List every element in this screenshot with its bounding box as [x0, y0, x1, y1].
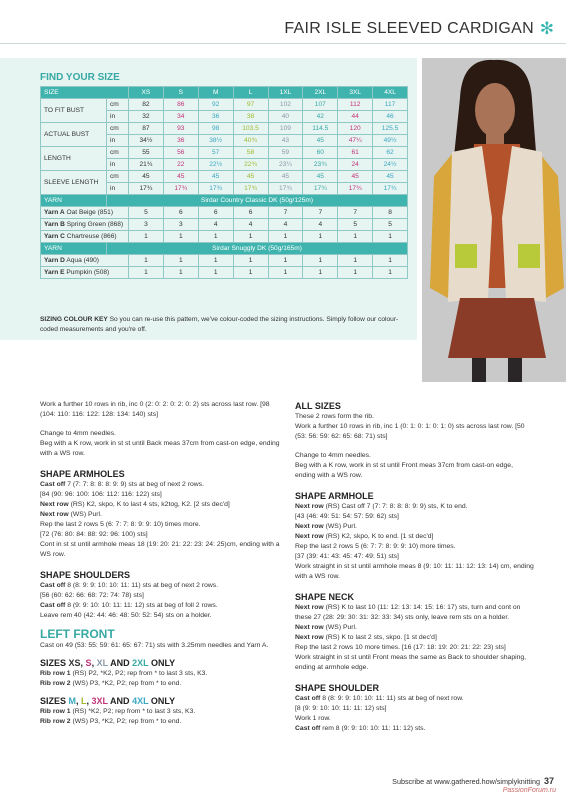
unit-cell: cm — [107, 123, 129, 135]
value-cell: 44 — [338, 111, 373, 123]
armhole-instructions — [295, 502, 535, 582]
instruction-lead: Cast off — [295, 695, 321, 702]
size-label: SIZE — [41, 87, 129, 99]
yarn-qty-cell: 1 — [303, 231, 338, 243]
sizes-1-instructions — [40, 669, 280, 689]
yarn-qty-cell: 1 — [373, 255, 408, 267]
instruction-line — [40, 510, 280, 520]
instruction-text: (RS) K to last 2 sts, skpo. [1 st dec'd] — [323, 634, 437, 641]
yarn-row — [41, 267, 408, 279]
instruction-text: (RS) P2, *K2, P2; rep from * to last 3 sts, K3. — [70, 670, 208, 677]
yarn-brand: Sirdar Country Classic DK (50g/125m) — [107, 195, 408, 207]
value-cell: 61 — [338, 147, 373, 159]
yarn-qty-cell: 1 — [198, 255, 233, 267]
yarn-qty-cell: 1 — [373, 231, 408, 243]
measurement-label: LENGTH — [41, 147, 107, 171]
value-cell: 17¾ — [163, 183, 198, 195]
instruction-text: 8 (9: 9: 10: 10: 11: 11: 12) sts at beg of foll 2 rows. — [65, 602, 218, 609]
yarn-qty-cell: 1 — [129, 231, 164, 243]
instruction-lead: Next row — [295, 604, 324, 611]
model-photo — [422, 58, 566, 382]
value-cell: 22½ — [198, 159, 233, 171]
instruction-text: (WS) Purl. — [68, 511, 102, 518]
page-footer — [392, 776, 554, 786]
yarn-band-row — [41, 195, 408, 207]
watermark: PassionForum.ru — [502, 787, 556, 794]
yarn-qty-cell: 5 — [373, 219, 408, 231]
value-cell: 43 — [268, 135, 303, 147]
instruction-lead: Next row — [40, 511, 69, 518]
size-header-cell: 3XL — [338, 87, 373, 99]
instruction-lead: Next row — [40, 501, 69, 508]
value-cell: 23¼ — [268, 159, 303, 171]
value-cell: 45 — [268, 171, 303, 183]
instruction-text: Work straight in st st until armhole meas 8 (9: 10: 11: 11: 12: 13: 14) cm, ending with a WS row. — [295, 563, 534, 580]
pattern-column-right — [295, 400, 535, 734]
instruction-line — [40, 611, 280, 621]
instruction-text: Rep the last 2 rows 5 (6: 7: 7: 8: 9: 9: 10) more times. — [295, 543, 456, 550]
shoulder-instructions — [295, 694, 535, 734]
measurement-label: ACTUAL BUST — [41, 123, 107, 147]
paragraph: Work a further 10 rows in rib, inc 0 (2: 0: 2: 0: 2: 0: 2) sts across last row. [98 (104: 110: 116: 122: 128: 134: 140) sts] — [40, 401, 270, 418]
instruction-text: (WS) Purl. — [323, 523, 357, 530]
key-text: So you can re-use this pattern, we've colour-coded the sizing instructions. Simply follow our colour-coded measurements and you're off. — [40, 316, 399, 333]
leg-left — [472, 358, 486, 382]
instruction-text: [37 (39: 41: 43: 45: 47: 49: 51) sts] — [295, 553, 399, 560]
value-cell: 102 — [268, 99, 303, 111]
value-cell: 42 — [303, 111, 338, 123]
instruction-text: (WS) P3, *K2, P2; rep from * to end. — [70, 680, 182, 687]
instruction-text: rem 8 (9: 9: 10: 10: 11: 11: 12) sts. — [320, 725, 426, 732]
yarn-label: YARN — [41, 243, 107, 255]
page-title: FAIR ISLE SLEEVED CARDIGAN — [284, 20, 534, 37]
section-heading: SHAPE SHOULDER — [295, 683, 380, 693]
value-cell: 45 — [198, 171, 233, 183]
yarn-qty-cell: 4 — [303, 219, 338, 231]
page-header — [0, 0, 566, 58]
yarn-qty-cell: 1 — [163, 267, 198, 279]
value-cell: 114.5 — [303, 123, 338, 135]
yarn-qty-cell: 1 — [373, 267, 408, 279]
instruction-text: Work straight in st st until Front meas the same as Back to shoulder shaping, ending at armhole edge. — [295, 654, 527, 671]
instruction-lead: Next row — [295, 503, 324, 510]
size-header-cell: M — [198, 87, 233, 99]
measurement-row — [41, 147, 408, 159]
yarn-row — [41, 219, 408, 231]
yarn-qty-cell: 1 — [129, 267, 164, 279]
instruction-line — [40, 581, 280, 591]
value-cell: 120 — [338, 123, 373, 135]
value-cell: 60 — [303, 147, 338, 159]
yarn-qty-cell: 5 — [129, 207, 164, 219]
section-heading: SHAPE SHOULDERS — [40, 570, 131, 580]
yarn-qty-cell: 1 — [198, 267, 233, 279]
yarn-name: Yarn A Oat Beige (851) — [41, 207, 129, 219]
instruction-line — [295, 653, 535, 673]
yarn-qty-cell: 1 — [338, 231, 373, 243]
value-cell: 57 — [198, 147, 233, 159]
instruction-text: 7 (7: 7: 8: 8: 8: 9: 9) sts at beg of next 2 rows. — [65, 481, 204, 488]
subscribe-text: Subscribe at www.gathered.how/simplyknitting — [392, 777, 540, 786]
instruction-line — [40, 540, 280, 560]
instruction-text: (RS) Cast off 7 (7: 7: 8: 8: 8: 9: 9) sts, K to end. — [323, 503, 468, 510]
value-cell: 24½ — [373, 159, 408, 171]
paragraph: Cast on 49 (53: 55: 59: 61: 65: 67: 71) sts with 3.25mm needles and Yarn A. — [40, 642, 269, 649]
instruction-line — [40, 669, 280, 679]
instruction-line — [295, 643, 535, 653]
instruction-line — [40, 490, 280, 500]
yarn-qty-cell: 4 — [198, 219, 233, 231]
measurement-row — [41, 123, 408, 135]
yarn-qty-cell: 7 — [268, 207, 303, 219]
instruction-line — [40, 601, 280, 611]
instruction-line — [295, 562, 535, 582]
paragraph: Beg with a K row, work in st st until Front meas 37cm from cast-on edge, ending with a WS row. — [295, 462, 513, 479]
instruction-line — [295, 694, 535, 704]
yarn-qty-cell: 1 — [303, 255, 338, 267]
instruction-lead: Rib row 1 — [40, 670, 71, 677]
yarn-row — [41, 207, 408, 219]
value-cell: 97 — [233, 99, 268, 111]
size-header-row — [41, 87, 408, 99]
value-cell: 55 — [129, 147, 164, 159]
instruction-text: (RS) K to last 10 (11: 12: 13: 14: 15: 16: 17) sts, turn and cont on these 27 (28: 29: 30: 31: 32: 33: 34) sts only, leave rem sts on a holder. — [295, 604, 521, 621]
instruction-line — [40, 707, 280, 717]
instruction-text: 8 (8: 9: 9: 10: 10: 11: 11) sts at beg of next 2 rows. — [65, 582, 219, 589]
value-cell: 125.5 — [373, 123, 408, 135]
unit-cell: in — [107, 111, 129, 123]
instruction-line — [40, 717, 280, 727]
instruction-text: (RS) K2, skpo, K to end. [1 st dec'd] — [323, 533, 434, 540]
instruction-text: [8 (9: 9: 10: 10: 11: 11: 12) sts] — [295, 705, 387, 712]
value-cell: 46 — [373, 111, 408, 123]
instruction-lead: Rib row 2 — [40, 718, 71, 725]
yarn-qty-cell: 7 — [338, 207, 373, 219]
paragraph: Change to 4mm needles. — [40, 430, 116, 437]
armholes-instructions — [40, 480, 280, 560]
value-cell: 112 — [338, 99, 373, 111]
instruction-lead: Next row — [295, 523, 324, 530]
instruction-line — [40, 500, 280, 510]
paragraph: These 2 rows form the rib. — [295, 413, 374, 420]
instruction-text: [72 (76: 80: 84: 88: 92: 96: 100) sts] — [40, 531, 148, 538]
yarn-name: Yarn C Chartreuse (866) — [41, 231, 129, 243]
leg-right — [508, 358, 522, 382]
size-header-cell: XS — [129, 87, 164, 99]
instruction-text: Leave rem 40 (42: 44: 46: 48: 50: 52: 54) sts on a holder. — [40, 612, 212, 619]
instruction-text: [43 (46: 49: 51: 54: 57: 59: 62) sts] — [295, 513, 399, 520]
yarn-label: YARN — [41, 195, 107, 207]
left-front-heading: LEFT FRONT — [40, 627, 115, 641]
instruction-text: (WS) P3, *K2, P2; rep from * to end. — [70, 718, 182, 725]
yarn-qty-cell: 7 — [303, 207, 338, 219]
instruction-lead: Cast off — [295, 725, 321, 732]
yarn-band-row — [41, 243, 408, 255]
instruction-line — [40, 530, 280, 540]
value-cell: 22¾ — [233, 159, 268, 171]
instruction-line — [295, 522, 535, 532]
paragraph: Change to 4mm needles. — [295, 452, 371, 459]
yarn-qty-cell: 1 — [163, 255, 198, 267]
pocket-right — [518, 244, 540, 268]
instruction-text: [84 (90: 96: 100: 106: 112: 116: 122) sts] — [40, 491, 162, 498]
measurement-label: SLEEVE LENGTH — [41, 171, 107, 195]
value-cell: 17¾ — [233, 183, 268, 195]
yarn-qty-cell: 5 — [338, 219, 373, 231]
value-cell: 38½ — [198, 135, 233, 147]
yarn-qty-cell: 1 — [338, 267, 373, 279]
instruction-line — [295, 502, 535, 512]
yarn-row — [41, 231, 408, 243]
unit-cell: in — [107, 159, 129, 171]
instruction-line — [295, 542, 535, 552]
value-cell: 17¾ — [373, 183, 408, 195]
yarn-qty-cell: 1 — [163, 231, 198, 243]
value-cell: 45 — [338, 171, 373, 183]
size-header-cell: 1XL — [268, 87, 303, 99]
face — [475, 83, 515, 137]
pocket-left — [455, 244, 477, 268]
value-cell: 98 — [198, 123, 233, 135]
section-heading: ALL SIZES — [295, 401, 341, 411]
value-cell: 17¾ — [198, 183, 233, 195]
value-cell: 22 — [163, 159, 198, 171]
value-cell: 34 — [163, 111, 198, 123]
yarn-qty-cell: 6 — [163, 207, 198, 219]
sizes-2-instructions — [40, 707, 280, 727]
instruction-line — [295, 724, 535, 734]
value-cell: 92 — [198, 99, 233, 111]
instruction-text: [56 (60: 62: 66: 68: 72: 74: 78) sts] — [40, 592, 144, 599]
instruction-lead: Rib row 2 — [40, 680, 71, 687]
model-illustration — [422, 58, 566, 382]
unit-cell: in — [107, 183, 129, 195]
value-cell: 59 — [268, 147, 303, 159]
unit-cell: in — [107, 135, 129, 147]
instruction-line — [295, 633, 535, 643]
yarn-qty-cell: 1 — [198, 231, 233, 243]
yarn-qty-cell: 4 — [233, 219, 268, 231]
instruction-text: Cont in st st until armhole meas 18 (19: 20: 21: 22: 23: 24: 25)cm, ending with a WS row. — [40, 541, 280, 558]
yarn-qty-cell: 1 — [268, 255, 303, 267]
instruction-line — [295, 714, 535, 724]
instruction-text: Rep the last 2 rows 5 (6: 7: 7: 8: 9: 9: 10) times more. — [40, 521, 201, 528]
instruction-lead: Cast off — [40, 481, 66, 488]
yarn-qty-cell: 1 — [233, 231, 268, 243]
value-cell: 17¾ — [129, 183, 164, 195]
yarn-qty-cell: 1 — [233, 267, 268, 279]
size-header-cell: S — [163, 87, 198, 99]
size-table — [40, 86, 408, 279]
yarn-brand: Sirdar Snuggly DK (50g/165m) — [107, 243, 408, 255]
instruction-line — [295, 552, 535, 562]
header-rule — [0, 43, 566, 44]
value-cell: 47¼ — [338, 135, 373, 147]
instruction-line — [295, 704, 535, 714]
measurement-row — [41, 171, 408, 183]
size-heading: FIND YOUR SIZE — [40, 72, 120, 83]
size-header-cell: 4XL — [373, 87, 408, 99]
instruction-lead: Cast off — [40, 582, 66, 589]
instruction-line — [40, 480, 280, 490]
yarn-name: Yarn B Spring Green (868) — [41, 219, 129, 231]
yarn-qty-cell: 1 — [303, 267, 338, 279]
value-cell: 86 — [163, 99, 198, 111]
value-cell: 40¾ — [233, 135, 268, 147]
value-cell: 17¾ — [338, 183, 373, 195]
instruction-text: Work 1 row. — [295, 715, 331, 722]
instruction-lead: Cast off — [40, 602, 66, 609]
instruction-text: (RS) *K2, P2; rep from * to last 3 sts, K3. — [70, 708, 196, 715]
instruction-line — [40, 591, 280, 601]
section-heading: SIZES M, L, 3XL AND 4XL ONLY — [40, 696, 176, 706]
value-cell: 93 — [163, 123, 198, 135]
instruction-line — [295, 532, 535, 542]
value-cell: 17¾ — [268, 183, 303, 195]
value-cell: 107 — [303, 99, 338, 111]
instruction-lead: Next row — [295, 533, 324, 540]
key-label: SIZING COLOUR KEY — [40, 316, 108, 323]
paragraph: Beg with a K row, work in st st until Back meas 37cm from cast-on edge, ending with a WS row. — [40, 440, 280, 457]
size-header-cell: L — [233, 87, 268, 99]
value-cell: 103.5 — [233, 123, 268, 135]
value-cell: 38 — [233, 111, 268, 123]
shoulders-instructions — [40, 581, 280, 621]
yarn-qty-cell: 1 — [268, 267, 303, 279]
instruction-text: Rep the last 2 rows 10 more times. [16 (17: 18: 19: 20: 21: 22: 23) sts] — [295, 644, 506, 651]
value-cell: 56 — [163, 147, 198, 159]
value-cell: 49½ — [373, 135, 408, 147]
value-cell: 45 — [163, 171, 198, 183]
value-cell: 82 — [129, 99, 164, 111]
value-cell: 109 — [268, 123, 303, 135]
yarn-qty-cell: 1 — [129, 255, 164, 267]
yarn-qty-cell: 6 — [233, 207, 268, 219]
value-cell: 58 — [233, 147, 268, 159]
instruction-lead: Next row — [295, 634, 324, 641]
unit-cell: cm — [107, 99, 129, 111]
value-cell: 24 — [338, 159, 373, 171]
value-cell: 45 — [373, 171, 408, 183]
unit-cell: cm — [107, 171, 129, 183]
value-cell: 45 — [233, 171, 268, 183]
value-cell: 45 — [303, 135, 338, 147]
yarn-qty-cell: 4 — [268, 219, 303, 231]
value-cell: 23¾ — [303, 159, 338, 171]
yarn-name: Yarn E Pumpkin (508) — [41, 267, 129, 279]
yarn-qty-cell: 1 — [233, 255, 268, 267]
instruction-text: (RS) K2, skpo, K to last 4 sts, k2tog, K2. [2 sts dec'd] — [68, 501, 230, 508]
yarn-qty-cell: 1 — [338, 255, 373, 267]
yarn-qty-cell: 1 — [268, 231, 303, 243]
yarn-row — [41, 255, 408, 267]
value-cell: 87 — [129, 123, 164, 135]
snowflake-icon: ✻ — [539, 19, 554, 38]
pattern-column-left — [40, 400, 280, 727]
page-number: 37 — [543, 776, 554, 786]
yarn-qty-cell: 3 — [129, 219, 164, 231]
value-cell: 40 — [268, 111, 303, 123]
value-cell: 62 — [373, 147, 408, 159]
value-cell: 36 — [163, 135, 198, 147]
value-cell: 117 — [373, 99, 408, 111]
unit-cell: cm — [107, 147, 129, 159]
instruction-line — [40, 679, 280, 689]
yarn-name: Yarn D Aqua (490) — [41, 255, 129, 267]
value-cell: 45 — [303, 171, 338, 183]
value-cell: 45 — [129, 171, 164, 183]
value-cell: 34½ — [129, 135, 164, 147]
section-heading: SIZES XS, S, XL AND 2XL ONLY — [40, 658, 176, 668]
instruction-line — [295, 623, 535, 633]
size-header-cell: 2XL — [303, 87, 338, 99]
instruction-lead: Rib row 1 — [40, 708, 71, 715]
instruction-text: 8 (8: 9: 9: 10: 10: 11: 11) sts at beg of next row. — [320, 695, 464, 702]
instruction-line — [40, 520, 280, 530]
sizing-colour-key — [40, 315, 410, 334]
instruction-line — [295, 512, 535, 522]
section-heading: SHAPE ARMHOLE — [295, 491, 374, 501]
value-cell: 32 — [129, 111, 164, 123]
skirt — [448, 298, 546, 358]
neck-instructions — [295, 603, 535, 673]
section-heading: SHAPE NECK — [295, 592, 355, 602]
instruction-lead: Next row — [295, 624, 324, 631]
instruction-text: (WS) Purl. — [323, 624, 357, 631]
measurement-row — [41, 99, 408, 111]
instruction-line — [295, 603, 535, 623]
value-cell: 17¾ — [303, 183, 338, 195]
section-heading: SHAPE ARMHOLES — [40, 469, 125, 479]
measurement-label: TO FIT BUST — [41, 99, 107, 123]
yarn-qty-cell: 3 — [163, 219, 198, 231]
value-cell: 36 — [198, 111, 233, 123]
yarn-qty-cell: 8 — [373, 207, 408, 219]
paragraph: Work a further 10 rows in rib, inc 1 (0: 1: 0: 1: 0: 1: 0) sts across last row. [50 (53: 56: 59: 62: 65: 68: 71) sts] — [295, 423, 525, 440]
yarn-qty-cell: 6 — [198, 207, 233, 219]
value-cell: 21¾ — [129, 159, 164, 171]
